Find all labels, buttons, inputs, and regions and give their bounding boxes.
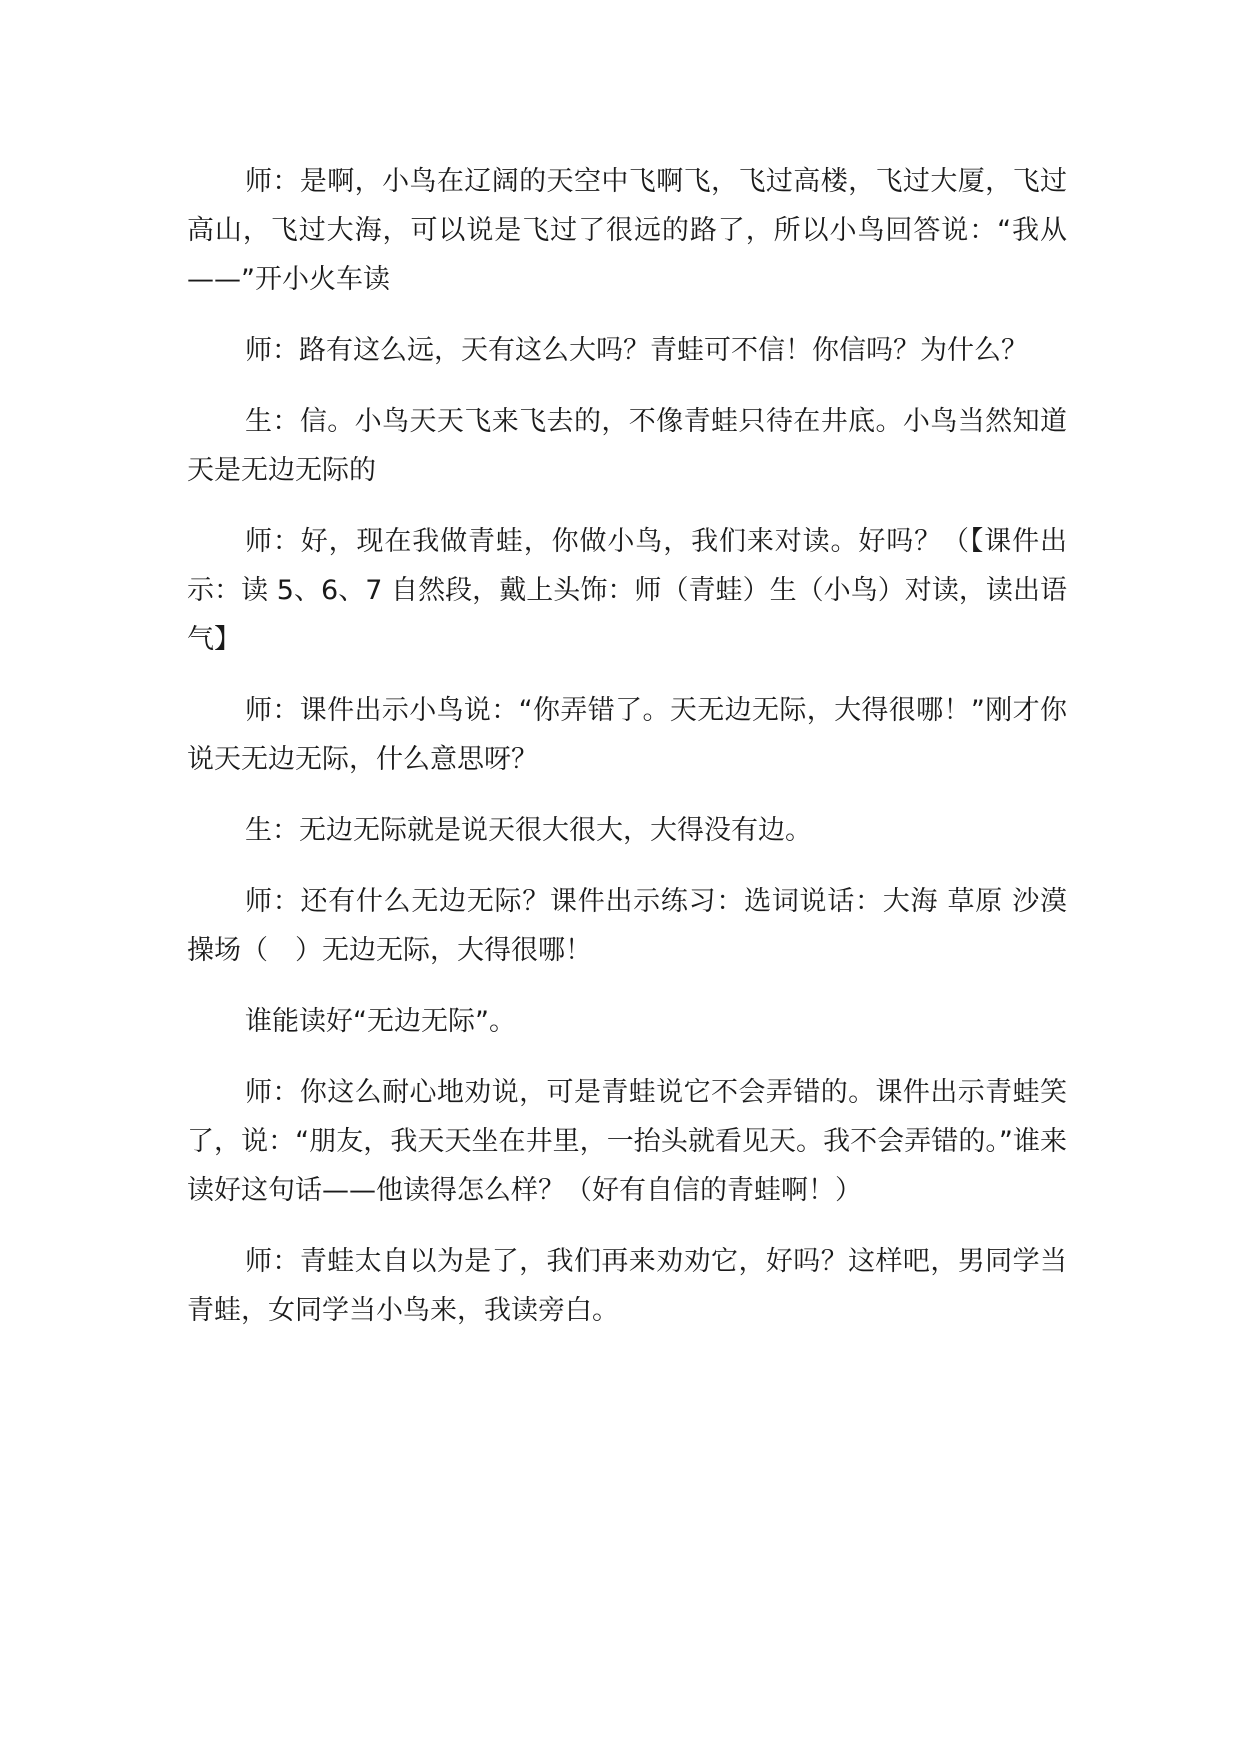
paragraph: 谁能读好“无边无际”。 bbox=[245, 1006, 516, 1037]
paragraph: 师：青蛙太自以为是了，我们再来劝劝它，好吗？这样吧，男同学当青蛙，女同学当小鸟来，我读旁白。 bbox=[187, 1246, 1067, 1326]
paragraph: 生：信。小鸟天天飞来飞去的，不像青蛙只待在井底。小鸟当然知道天是无边无际的 bbox=[187, 406, 1067, 486]
paragraph: 生：无边无际就是说天很大很大，大得没有边。 bbox=[245, 815, 812, 846]
document-body bbox=[187, 157, 1067, 1357]
paragraph: 师：还有什么无边无际？课件出示练习：选词说话：大海 草原 沙漠 操场（ ）无边无际，大得很哪！ bbox=[187, 886, 1067, 966]
paragraph: 师：你这么耐心地劝说，可是青蛙说它不会弄错的。课件出示青蛙笑了，说：“朋友，我天天坐在井里，一抬头就看见天。我不会弄错的。”谁来读好这句话——他读得怎么样？（好有自信的青蛙啊！） bbox=[187, 1077, 1067, 1206]
paragraph: 师：课件出示小鸟说：“你弄错了。天无边无际，大得很哪！”刚才你说天无边无际，什么意思呀？ bbox=[187, 695, 1067, 775]
paragraph: 师：是啊，小鸟在辽阔的天空中飞啊飞，飞过高楼，飞过大厦，飞过高山，飞过大海，可以说是飞过了很远的路了，所以小鸟回答说：“我从——”开小火车读 bbox=[187, 166, 1067, 295]
paragraph: 师：路有这么远，天有这么大吗？青蛙可不信！你信吗？为什么？ bbox=[245, 335, 1028, 366]
paragraph: 师：好，现在我做青蛙，你做小鸟，我们来对读。好吗？（【课件出示：读 5、6、7 自然段，戴上头饰：师（青蛙）生（小鸟）对读，读出语气】 bbox=[187, 526, 1067, 655]
